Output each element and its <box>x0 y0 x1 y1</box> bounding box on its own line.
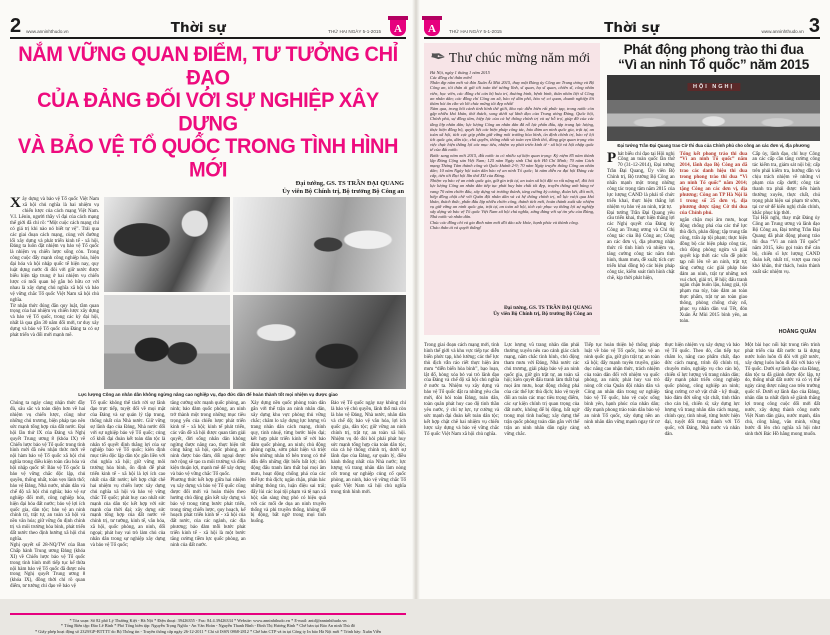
section-title: Thời sự <box>604 20 660 36</box>
letter-signature-name: Đại tướng, GS. TS TRẦN ĐẠI QUANG <box>504 305 592 311</box>
photo-policewoman-helping-elder <box>104 197 230 292</box>
column-text: ngăn chặn mọi âm mưu, hoạt động chống phá của các thế lực thù địch, phản động; tập trung tấn công, trấn áp tội phạm; thực hiện đồng bộ các biện pháp công tác, chủ động phòng ngừa và giải quyết kịp thời các vấn đề phức tạp nổi lên về an ninh, trật tự; tăng cường các giải pháp bảo đảm an ninh, trật tự những nơi vui chơi, giải trí, lễ hội; đấu tranh ngăn chặn buôn lậu, hàng giả, tội phạm ma túy, bảo đảm an toàn thực phẩm, trật tự an toàn giao thông, phòng chống cháy nổ, phục vụ nhân dân vui Tết, đón Xuân Ất Mùi 2015 bình yên, an toàn. <box>679 218 748 324</box>
column-text: Bảo vệ Tổ quốc ngày nay không chỉ là bảo vệ chủ quyền, lãnh thổ mà còn là bảo vệ Đảng, Nhà nước, nhân dân và chế độ; bảo vệ văn hóa, lợi ích quốc gia, dân tộc; giữ vững an ninh chính trị, trật tự, an toàn xã hội. Nhiệm vụ đó đòi hỏi phải phát huy sức mạnh tổng hợp của toàn dân tộc, của cả hệ thống chính trị, dưới sự lãnh đạo của Đảng, sự quản lý, điều hành thống nhất của Nhà nước; lực lượng vũ trang nhân dân làm nòng cốt trong sự nghiệp củng cố quốc phòng, an ninh, bảo vệ vững chắc Tổ quốc Việt Nam xã hội chủ nghĩa trong tình hình mới. <box>330 401 407 495</box>
page2-date: THỨ HAI NGÀY 5-1-2015 <box>328 29 381 34</box>
continuation-column-2 <box>504 343 579 581</box>
article-column-2 <box>680 152 748 336</box>
headline-line-1: NẮM VỮNG QUAN ĐIỂM, TƯ TƯỞNG CHỈ ĐẠO <box>18 42 398 90</box>
article-author: HOÀNG QUÂN <box>778 329 817 335</box>
letter-signature-title: Ủy viên Bộ Chính trị, Bộ trưởng Bộ Công an <box>493 311 592 318</box>
continuation-column-4 <box>665 343 740 581</box>
logo-banner <box>388 16 408 20</box>
continuation-column-5 <box>745 343 820 581</box>
column-text: Cấp ủy, lãnh đạo, chỉ huy Công an các cấp cần tăng cường công tác kiểm tra, giám sát nội bộ; cấp trên phải kiểm tra, hướng dẫn và chịu trách nhiệm về những vi phạm của cấp dưới; công tác thanh tra phải được tiến hành thường xuyên, thực chất, chú trọng phát hiện sai phạm từ sớm, tại cơ sở để kiến nghị chấn chỉnh, khắc phục kịp thời. Tại Hội nghị, thay mặt Đảng ủy Công an Trung ương và lãnh đạo Bộ Công an, Đại tướng Trần Đại Quang đã phát động phong trào thi đua “Vì an ninh Tổ quốc” năm 2015, kêu gọi toàn thể cán bộ, chiến sĩ lực lượng CAND đoàn kết, nhất trí, vượt qua mọi khó khăn, thử thách, hoàn thành xuất sắc nhiệm vụ. <box>752 151 821 275</box>
imprint-footer <box>10 613 406 635</box>
column-text: Chúng ta ngày càng nhận thức đầy đủ, sâu sắc và toàn diện hơn về hai nhiệm vụ chiến lược, cũng như những chủ trương, biện pháp tạo nên sức mạnh tổng hợp của đất nước. Đại hội lần thứ IX của Đảng và Nghị quyết Trung ương 8 (khóa IX) về Chiến lược bảo vệ Tổ quốc trong tình hình mới đã nêu nhận thức mới về nội hàm bảo vệ Tổ quốc xã hội chủ nghĩa trong điều kiện toàn cầu hóa và hội nhập quốc tế: Bảo vệ Tổ quốc là bảo vệ vững chắc độc lập, chủ quyền, thống nhất, toàn vẹn lãnh thổ; bảo vệ Đảng, Nhà nước, nhân dân và chế độ xã hội chủ nghĩa; bảo vệ sự nghiệp đổi mới, công nghiệp hóa, hiện đại hóa đất nước; bảo vệ lợi ích quốc gia, dân tộc; bảo vệ an ninh chính trị, trật tự, an toàn xã hội và nền văn hóa; giữ vững ổn định chính trị và môi trường hòa bình, phát triển đất nước theo định hướng xã hội chủ nghĩa. Nghị quyết số 28-NQ/TW của Ban Chấp hành Trung ương Đảng (khóa XI) về Chiến lược bảo vệ Tổ quốc trong tình hình mới tiếp tục kế thừa nội hàm bảo vệ Tổ quốc đã được nêu trong Nghị quyết Trung ương 8 (khóa IX), đồng thời chỉ rõ quan điểm, tư tưởng chỉ đạo về bảo vệ <box>10 401 86 590</box>
letter-signature <box>430 305 594 318</box>
page3-number: 3 <box>808 15 820 37</box>
column-text: tăng cường sức mạnh quốc phòng, an ninh; bảo đảm quốc phòng, an ninh trở thành một trong những mục tiêu trọng yếu của chiến lược phát triển kinh tế - xã hội; kinh tế phát triển, các vấn đề xã hội được quan tâm giải quyết, đời sống nhân dân không ngừng được nâng cao, thực hiện tốt công bằng xã hội, quốc phòng, an ninh được bảo đảm, đối ngoại được mở rộng sẽ tạo ra môi trường và điều kiện thuận lợi, mạnh mẽ để xây dựng và bảo vệ vững chắc Tổ quốc. Phương thức kết hợp giữa hai nhiệm vụ xây dựng và bảo vệ Tổ quốc cũng được đổi mới và hoàn thiện theo hướng chủ động gắn kết xây dựng và bảo vệ trong từng bước phát triển, trong từng chiến lược, quy hoạch, kế hoạch phát triển kinh tế - xã hội của đất nước, của các ngành, các địa phương; bảo đảm mỗi bước phát triển kinh tế - xã hội là một bước tăng cường tiềm lực quốc phòng, an ninh của đất nước. <box>170 401 246 548</box>
page3-continuation-columns <box>424 343 820 581</box>
body-column-5 <box>331 401 406 609</box>
article-column-3 <box>752 152 820 336</box>
newspaper-logo <box>424 16 440 36</box>
pen-nib-icon: ✒ <box>428 45 448 70</box>
article-column-1 <box>607 149 675 336</box>
page2-byline <box>10 180 404 195</box>
photo-officers-at-computers <box>233 295 406 390</box>
page2-header <box>10 12 406 39</box>
body-column-1 <box>10 401 85 609</box>
byline-title: Ủy viên Bộ Chính trị, Bộ trưởng Bộ Công an <box>282 187 404 195</box>
emulation-drive-article <box>607 43 820 335</box>
column-text <box>607 149 675 336</box>
lead-paragraph <box>10 197 99 389</box>
page2-photo-caption: Lực lượng Công an nhân dân không ngừng nâng cao nghiệp vụ, đạo đức dân để hoàn thành tốt mọi nhiệm vụ được giao <box>78 392 338 398</box>
logo-letter: A <box>428 23 436 35</box>
page2-website: www.anninhthudo.vn <box>26 29 69 34</box>
page3-article-headline <box>607 43 820 72</box>
photo-officer-walking-with-citizens <box>233 197 406 292</box>
byline-name: Đại tướng, GS. TS TRẦN ĐẠI QUANG <box>295 180 404 187</box>
column-text: Xây dựng nền quốc phòng toàn dân gắn với thế trận an ninh nhân dân, xây dựng khu vực phòng thủ vững chắc; chăm lo xây dựng lực lượng vũ trang nhân dân cách mạng, chính quy, tinh nhuệ, từng bước hiện đại; kết hợp phát triển kinh tế với bảo đảm quốc phòng, an ninh; chủ động phòng ngừa, sớm phát hiện và triệt tiêu những nhân tố bên trong có thể dẫn đến những đột biến bất lợi; chủ động đấu tranh làm thất bại mọi âm mưu, hoạt động chống phá của các thế lực thù địch; ngăn chặn, phản bác những thông tin, luận điệu sai trái; đẩy lùi các loại tội phạm và tệ nạn xã hội; sẵn sàng ứng phó có hiệu quả với các mối đe dọa an ninh truyền thống và phi truyền thống, không để bị động, bất ngờ trong mọi tình huống. <box>250 401 326 525</box>
article-dropcap: P <box>607 149 617 166</box>
page2-number: 2 <box>10 15 22 37</box>
page3-photo-caption: Đại tướng Trần Đại Quang trao Cờ thi đua của Chính phủ cho công an các đơn vị, địa phương <box>617 143 810 148</box>
page2-lead-column <box>10 197 99 389</box>
article-col1-text: hát biểu chỉ đạo tại Hội nghị Công an toàn quốc lần thứ 70 (31-12-2014), Đại tướng Trần Đại Quang, Ủy viên Bộ Chính trị, Bộ trưởng Bộ Công an nhấn mạnh một trong những công tác trọng tâm năm 2015 của lực lượng CAND là phải tổ chức triển khai, thực hiện thắng lợi nhiệm vụ bảo vệ an ninh, trật tự. Đại tướng Trần Đại Quang yêu cầu triển khai, thực hiện thắng lợi các Nghị quyết của Đảng ủy Công an Trung ương và Chỉ thị công tác của Bộ Công an; Công an các đơn vị, địa phương nhận thức rõ tình hình và nhiệm vụ, tăng cường công tác nắm tình hình, tham mưu, đề xuất; tích cực triển khai đồng bộ các biện pháp công tác, kiểm soát tình hình chặt chẽ, kịp thời phát hiện, <box>607 151 675 281</box>
column-text: Tiếp tục hoàn thiện hệ thống pháp luật về bảo vệ Tổ quốc, bảo vệ an ninh quốc gia, giữ gìn trật tự, an toàn xã hội; đẩy mạnh tuyên truyền, giáo dục nâng cao nhận thức, trách nhiệm của toàn dân đối với nhiệm vụ quốc phòng, an ninh; phát huy vai trò nòng cốt của Quân đội nhân dân và Công an nhân dân trong sự nghiệp bảo vệ Tổ quốc, bảo vệ cuộc sống bình yên, hạnh phúc của nhân dân; đẩy mạnh phong trào toàn dân bảo vệ an ninh Tổ quốc, xây dựng nền an ninh nhân dân vững mạnh ngay từ cơ sở. <box>584 343 660 431</box>
logo-banner <box>422 16 442 20</box>
page2-headline <box>10 44 406 182</box>
photo-police-street-operation <box>104 295 230 390</box>
page-fold <box>412 0 420 599</box>
page3-website: www.anninhthudo.vn <box>761 29 804 34</box>
column-text: Tổ quốc không thể tách rời sự lãnh đạo trực tiếp, tuyệt đối về mọi mặt của Đảng và sự quản lý tập trung, thống nhất của Nhà nước. Giữ vững sự lãnh đạo của Đảng, Nhà nước đối với sự nghiệp bảo vệ Tổ quốc; củng cố khối đại đoàn kết toàn dân tộc là nhân tố quyết định thắng lợi của sự nghiệp bảo vệ Tổ quốc; kiên định mục tiêu độc lập dân tộc gắn liền với chủ nghĩa xã hội; giữ vững môi trường hòa bình, ổn định để phát triển kinh tế - xã hội là lợi ích cao nhất của đất nước; kết hợp chặt chẽ hai nhiệm vụ chiến lược xây dựng chủ nghĩa xã hội và bảo vệ vững chắc Tổ quốc; phát huy cao nhất sức mạnh của dân tộc kết hợp với sức mạnh của thời đại; xây dựng sức mạnh tổng hợp của đất nước về chính trị, tư tưởng, kinh tế, văn hóa, xã hội, quốc phòng, an ninh, đối ngoại; phát huy vai trò làm chủ của nhân dân trong sự nghiệp xây dựng và bảo vệ Tổ quốc; <box>90 401 166 548</box>
imprint-line-3: * Giấy phép hoạt động số 2329/GP-BTTTT do Bộ Thông tin - Truyền thông cấp ngày 26-12-2011 * Chỉ số ISSN 0868-2812 * Chế bản CTP và in tại Công ty In báo Hà Nội mới * Trình bày: Xuân Viễn <box>35 629 381 635</box>
page2-lead-row <box>10 197 406 389</box>
imprint-line-1: * Tòa soạn: Số 82 phố Lý Thường Kiệt - Hà Nội * Điện thoại: 39426355 - Fax: 84.4.39426334 * Website: www.anninhthudo.vn * E-mail: antd@anninhthudo.vn <box>69 617 347 623</box>
letter-body: Hà Nội, ngày 1 tháng 1 năm 2015 Các đồng chí thân mến! Nhân dịp năm mới và đón Xuân Ất Mùi 2015, thay mặt Đảng ủy Công an Trung ương và Bộ Công an, tôi thân ái gửi tới toàn thể tướng lĩnh, sĩ quan, hạ sĩ quan, chiến sĩ, công nhân viên, học viên, các đồng chí cán bộ hưu trí, thương binh, bệnh binh, thân nhân liệt sĩ Công an nhân dân; các đồng chí Công an xã, bảo vệ dân phố, bảo vệ cơ quan, doanh nghiệp lời thăm hỏi ân cần và lời chúc mừng tốt đẹp nhất! Năm qua, trong bối cảnh tình hình thế giới, khu vực diễn biến rất phức tạp, trong nước còn gặp nhiều khó khăn, thử thách, song dưới sự lãnh đạo của Trung ương Đảng, Quốc hội, Chính phủ, sự đồng tâm, hiệp lực của cả hệ thống chính trị và sự hỗ trợ, giúp đỡ của các tầng lớp nhân dân; lực lượng Công an nhân dân đã nỗ lực phấn đấu, tập trung lực lượng, thực hiện đồng bộ, quyết liệt các biện pháp công tác, bảo đảm an ninh quốc gia, trật tự, an toàn xã hội, tích cực góp phần giữ vững môi trường hòa bình, ổn định chính trị, bảo vệ lợi ích quốc gia, dân tộc, chủ quyền, thống nhất và toàn vẹn lãnh thổ, đóng góp quan trọng vào việc thực hiện thắng lợi các mục tiêu, nhiệm vụ phát triển kinh tế - xã hội và hội nhập quốc tế của đất nước. Bước sang năm mới 2015, đất nước ta có nhiều sự kiện quan trọng: Kỷ niệm 85 năm thành lập Đảng Cộng sản Việt Nam; 125 năm Ngày sinh Chủ tịch Hồ Chí Minh; 70 năm Cách mạng Tháng Tám thành công và Quốc khánh 2-9; 70 năm Ngày truyền thống Công an nhân dân; 10 năm Ngày hội toàn dân bảo vệ an ninh Tổ quốc; là năm diễn ra đại hội Đảng các cấp, tiến tới Đại hội lần thứ XII của Đảng. Nhiệm vụ bảo vệ an ninh quốc gia, giữ gìn trật tự, an toàn xã hội đặt ra rất nặng nề, đòi hỏi lực lượng Công an nhân dân tiếp tục phát huy bản chất tốt đẹp, truyền thống anh hùng vẻ vang 70 năm chiến đấu, xây dựng và trưởng thành, tăng cường kỷ cương, đoàn kết, đổi mới, hiệp đồng chặt chẽ với Quân đội nhân dân và cả hệ thống chính trị, nỗ lực vượt qua khó khăn, thách thức, phấn đấu lập nhiều chiến công, thành tích mới, hoàn thành xuất sắc nhiệm vụ giữ vững an ninh quốc gia, trật tự, an toàn xã hội, tích cực phục vụ thắng lợi sự nghiệp xây dựng và bảo vệ Tổ quốc Việt Nam xã hội chủ nghĩa, xứng đáng với sự tin yêu của Đảng, Nhà nước và nhân dân. Chúc các đồng chí và gia đình năm mới dồi dào sức khỏe, hạnh phúc và thành công. Chào thân ái và quyết thắng! <box>430 70 594 230</box>
continuation-column-1 <box>424 343 499 581</box>
page3-date: THỨ HAI NGÀY 5-1-2015 <box>449 29 502 34</box>
article-columns <box>607 149 821 336</box>
headline-line-3: VÀ BẢO VỆ TỔ QUỐC TRONG TÌNH HÌNH MỚI <box>17 134 399 182</box>
continuation-column-3 <box>584 343 659 581</box>
lead-dropcap: X <box>10 195 21 212</box>
page-2 <box>10 12 407 635</box>
lead-text: ây dựng và bảo vệ Tổ quốc Việt Nam xã hội chủ nghĩa là hai nhiệm vụ chiến lược của cách mạng Việt Nam. V.I. Lênin, người thầy vĩ đại của cách mạng thế giới đã chỉ rõ: “Một cuộc cách mạng chỉ có giá trị khi nào nó biết tự vệ”. Trải qua các giai đoạn cách mạng, cùng với đường lối xây dựng và phát triển kinh tế - xã hội, Đảng ta luôn đặt nhiệm vụ bảo vệ Tổ quốc là nhiệm vụ chiến lược sống còn. Trong công cuộc đẩy mạnh công nghiệp hóa, hiện đại hóa và hội nhập quốc tế hiện nay, quy luật dựng nước đi đôi với giữ nước được biểu hiện tập trung ở hai nhiệm vụ chiến lược có mối quan hệ gắn bó hữu cơ với nhau là xây dựng chủ nghĩa xã hội và bảo vệ vững chắc Tổ quốc Việt Nam xã hội chủ nghĩa. Từ nhận thức đúng đắn quy luật, tầm quan trọng của hai nhiệm vụ chiến lược xây dựng và bảo vệ Tổ quốc, trong các kỳ đại hội, nhất là qua gần 30 năm đổi mới, tư duy xây dựng và bảo vệ Tổ quốc của Đảng ta có sự phát triển và đổi mới mạnh mẽ. <box>10 197 99 339</box>
article-headline-line-1: Phát động phong trào thi đua <box>623 42 804 57</box>
article-headline-line-2: “Vì an ninh Tổ quốc” năm 2015 <box>618 56 809 72</box>
newspaper-logo <box>390 16 406 36</box>
body-column-4 <box>251 401 326 609</box>
letter-header <box>428 45 594 70</box>
body-column-3 <box>170 401 245 609</box>
page3-header <box>424 12 820 39</box>
column-text: Trong giai đoạn cách mạng mới, tình hình thế giới và khu vực tiếp tục diễn biến phức tạp, khó lường; các thế lực thù địch vẫn ráo riết thực hiện âm mưu “diễn biến hòa bình”, bạo loạn, lật đổ, hòng xóa bỏ vai trò lãnh đạo của Đảng và chế độ xã hội chủ nghĩa ở nước ta. Nhiệm vụ xây dựng và bảo vệ Tổ quốc đặt ra những yêu cầu mới, đòi hỏi toàn Đảng, toàn dân, toàn quân phát huy cao độ tinh thần yêu nước, ý chí tự lực, tự cường và sức mạnh đại đoàn kết toàn dân tộc; kết hợp chặt chẽ hai nhiệm vụ chiến lược xây dựng và bảo vệ vững chắc Tổ quốc Việt Nam xã hội chủ nghĩa. <box>424 343 500 437</box>
page2-photo-grid <box>104 197 406 389</box>
column-text: Một bài học nổi bật trong tiến trình phát triển của đất nước ta là dựng nước luôn luôn đi đôi với giữ nước, xây dựng luôn luôn đi đôi với bảo vệ Tổ quốc. Dưới sự lãnh đạo của Đảng, dân tộc ta đã giành được độc lập, tự do, thống nhất đất nước và có vị thế ngày càng được nâng cao trên trường quốc tế. Dưới sự lãnh đạo của Đảng, nhân dân ta nhất định sẽ giành thắng lợi trong công cuộc đổi mới đất nước, xây dựng thành công nước Việt Nam dân giàu, nước mạnh, dân chủ, công bằng, văn minh, vững bước đi lên chủ nghĩa xã hội như sinh thời Bác Hồ hằng mong muốn. <box>744 343 821 437</box>
letter-title: Thư chúc mừng năm mới <box>448 49 591 65</box>
page2-body-columns <box>10 401 406 609</box>
headline-line-2: CỦA ĐẢNG ĐỐI VỚI SỰ NGHIỆP XÂY DỰNG <box>37 88 379 136</box>
logo-letter: A <box>394 23 402 35</box>
page-3 <box>424 12 820 590</box>
conference-banner-text: HỘI NGHỊ <box>687 83 740 91</box>
highlight-summary: Tổng kết phong trào thi đua “Vì an ninh Tổ quốc” năm 2014, lãnh đạo Bộ Công an đã trao các danh hiệu thi đua trong phong trào thi đua “Vì an ninh Tổ quốc” năm 2014; tặng Công an các đơn vị, địa phương; Công an TP Hà Nội là 1 trong số 25 đơn vị, địa phương được tặng Cờ thi đua của Chính phủ. <box>679 151 748 216</box>
section-title: Thời sự <box>170 20 226 36</box>
body-column-2 <box>90 401 165 609</box>
column-text: thực hiện nhiệm vụ xây dựng và bảo vệ Tổ quốc. Theo đó, cần tiếp tục chăm lo, nâng cao phẩm chất, đạo đức cách mạng, trình độ chính trị, chuyên môn, nghiệp vụ cho cán bộ, chiến sĩ lực lượng vũ trang nhân dân; đẩy mạnh phát triển công nghiệp quốc phòng, công nghiệp an ninh; tăng cường cơ sở vật chất - kỹ thuật, bảo đảm đời sống vật chất, tinh thần cho cán bộ, chiến sĩ; xây dựng lực lượng vũ trang nhân dân cách mạng, chính quy, tinh nhuệ, từng bước hiện đại, tuyệt đối trung thành với Tổ quốc, với Đảng, Nhà nước và nhân dân. <box>664 343 740 437</box>
page3-top-row <box>424 43 820 335</box>
photo-conference-flag-ceremony <box>607 75 820 141</box>
imprint-line-2: * Tổng Biên tập: Đào Lê Bình * Phó Tổng biên tập: Nguyễn Trọng Nghĩa - An Văn Hoàn - Nguyễn Thanh Bình - Đinh Thị Hương Bình * Chế bản tại Báo An ninh Thủ đô <box>60 623 356 629</box>
new-year-letter-box <box>424 43 600 335</box>
column-text: Lực lượng vũ trang nhân dân phải thường xuyên nêu cao cảnh giác cách mạng, nắm chắc tình hình, chủ động tham mưu với Đảng, Nhà nước các chủ trương, giải pháp bảo vệ an ninh quốc gia, giữ gìn trật tự, an toàn xã hội; kiên quyết đấu tranh làm thất bại mọi âm mưu, hoạt động chống phá của các thế lực thù địch; bảo vệ tuyệt đối an toàn các mục tiêu trọng điểm, các sự kiện chính trị quan trọng của đất nước, không để bị động, bất ngờ trong mọi tình huống; xây dựng thế trận quốc phòng toàn dân gắn với thế trận an ninh nhân dân ngày càng vững chắc. <box>504 343 580 437</box>
